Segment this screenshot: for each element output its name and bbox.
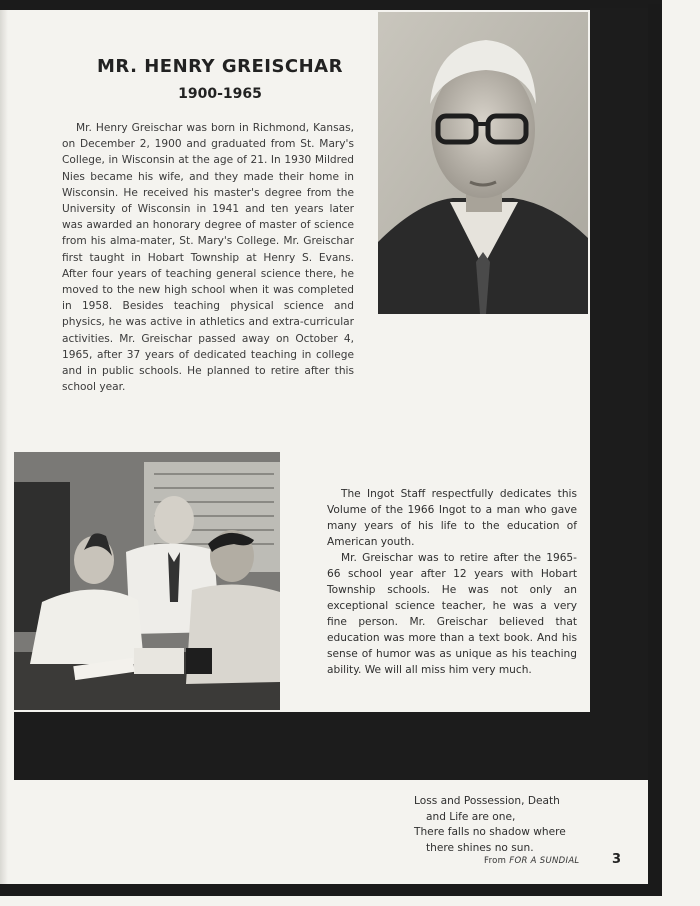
page-number: 3 [612, 852, 622, 867]
dedication-paragraph-2: Mr. Greischar was to retire after the 1965-66 school year after 12 years with Hobart Township schools. He was not only an exceptional science teacher, he was a very fine person. Mr. Greischar believed that education was more than a text book. And his sense of humor was as unique as his teaching ability. We will all miss him very much. [327, 552, 577, 676]
page-title: MR. HENRY GREISCHAR [97, 56, 343, 77]
page-gutter-shadow [0, 10, 8, 884]
classroom-photo [14, 452, 280, 710]
poem-quote [414, 794, 594, 856]
top-border [0, 0, 662, 10]
poem-source [484, 856, 579, 866]
source-prefix: From [484, 856, 507, 866]
outer-right-border [648, 4, 662, 894]
portrait-photo [378, 12, 588, 314]
poem-line-4: there shines no sun. [426, 841, 534, 854]
dedication-paragraph-1: The Ingot Staff respectfully dedicates this Volume of the 1966 Ingot to a man who gave many years of his life to the education of American youth. [327, 488, 577, 548]
dedication-text [327, 486, 577, 678]
bottom-black-band [14, 712, 648, 780]
poem-line-2: and Life are one, [426, 810, 516, 823]
poem-line-3: There falls no shadow where [414, 826, 566, 838]
biography-text: Mr. Henry Greischar was born in Richmond, Kansas, on December 2, 1900 and graduated from St. Mary's College, in Wisconsin at the age of 21. In 1930 Mildred Nies became his wife, and they made their home in Wisconsin. He received his master's degree from the University of Wisconsin in 1941 and ten years later was awarded an honorary degree of master of science from his alma-mater, St. Mary's College. Mr. Greischar first taught in Hobart Township at Henry S. Evans. After four years of teaching general science there, he moved to the new high school when it was completed in 1958. Besides teaching physical science and physics, he was active in athletics and extra-curricular activities. Mr. Greischar passed away on October 4, 1965, after 37 years of dedicated teaching in college and in public schools. He planned to retire after this school year. [62, 122, 354, 394]
bottom-border [0, 884, 662, 896]
life-years: 1900-1965 [178, 86, 262, 102]
right-black-bar [590, 8, 648, 780]
source-title: FOR A SUNDIAL [509, 856, 580, 866]
poem-line-1: Loss and Possession, Death [414, 795, 560, 807]
